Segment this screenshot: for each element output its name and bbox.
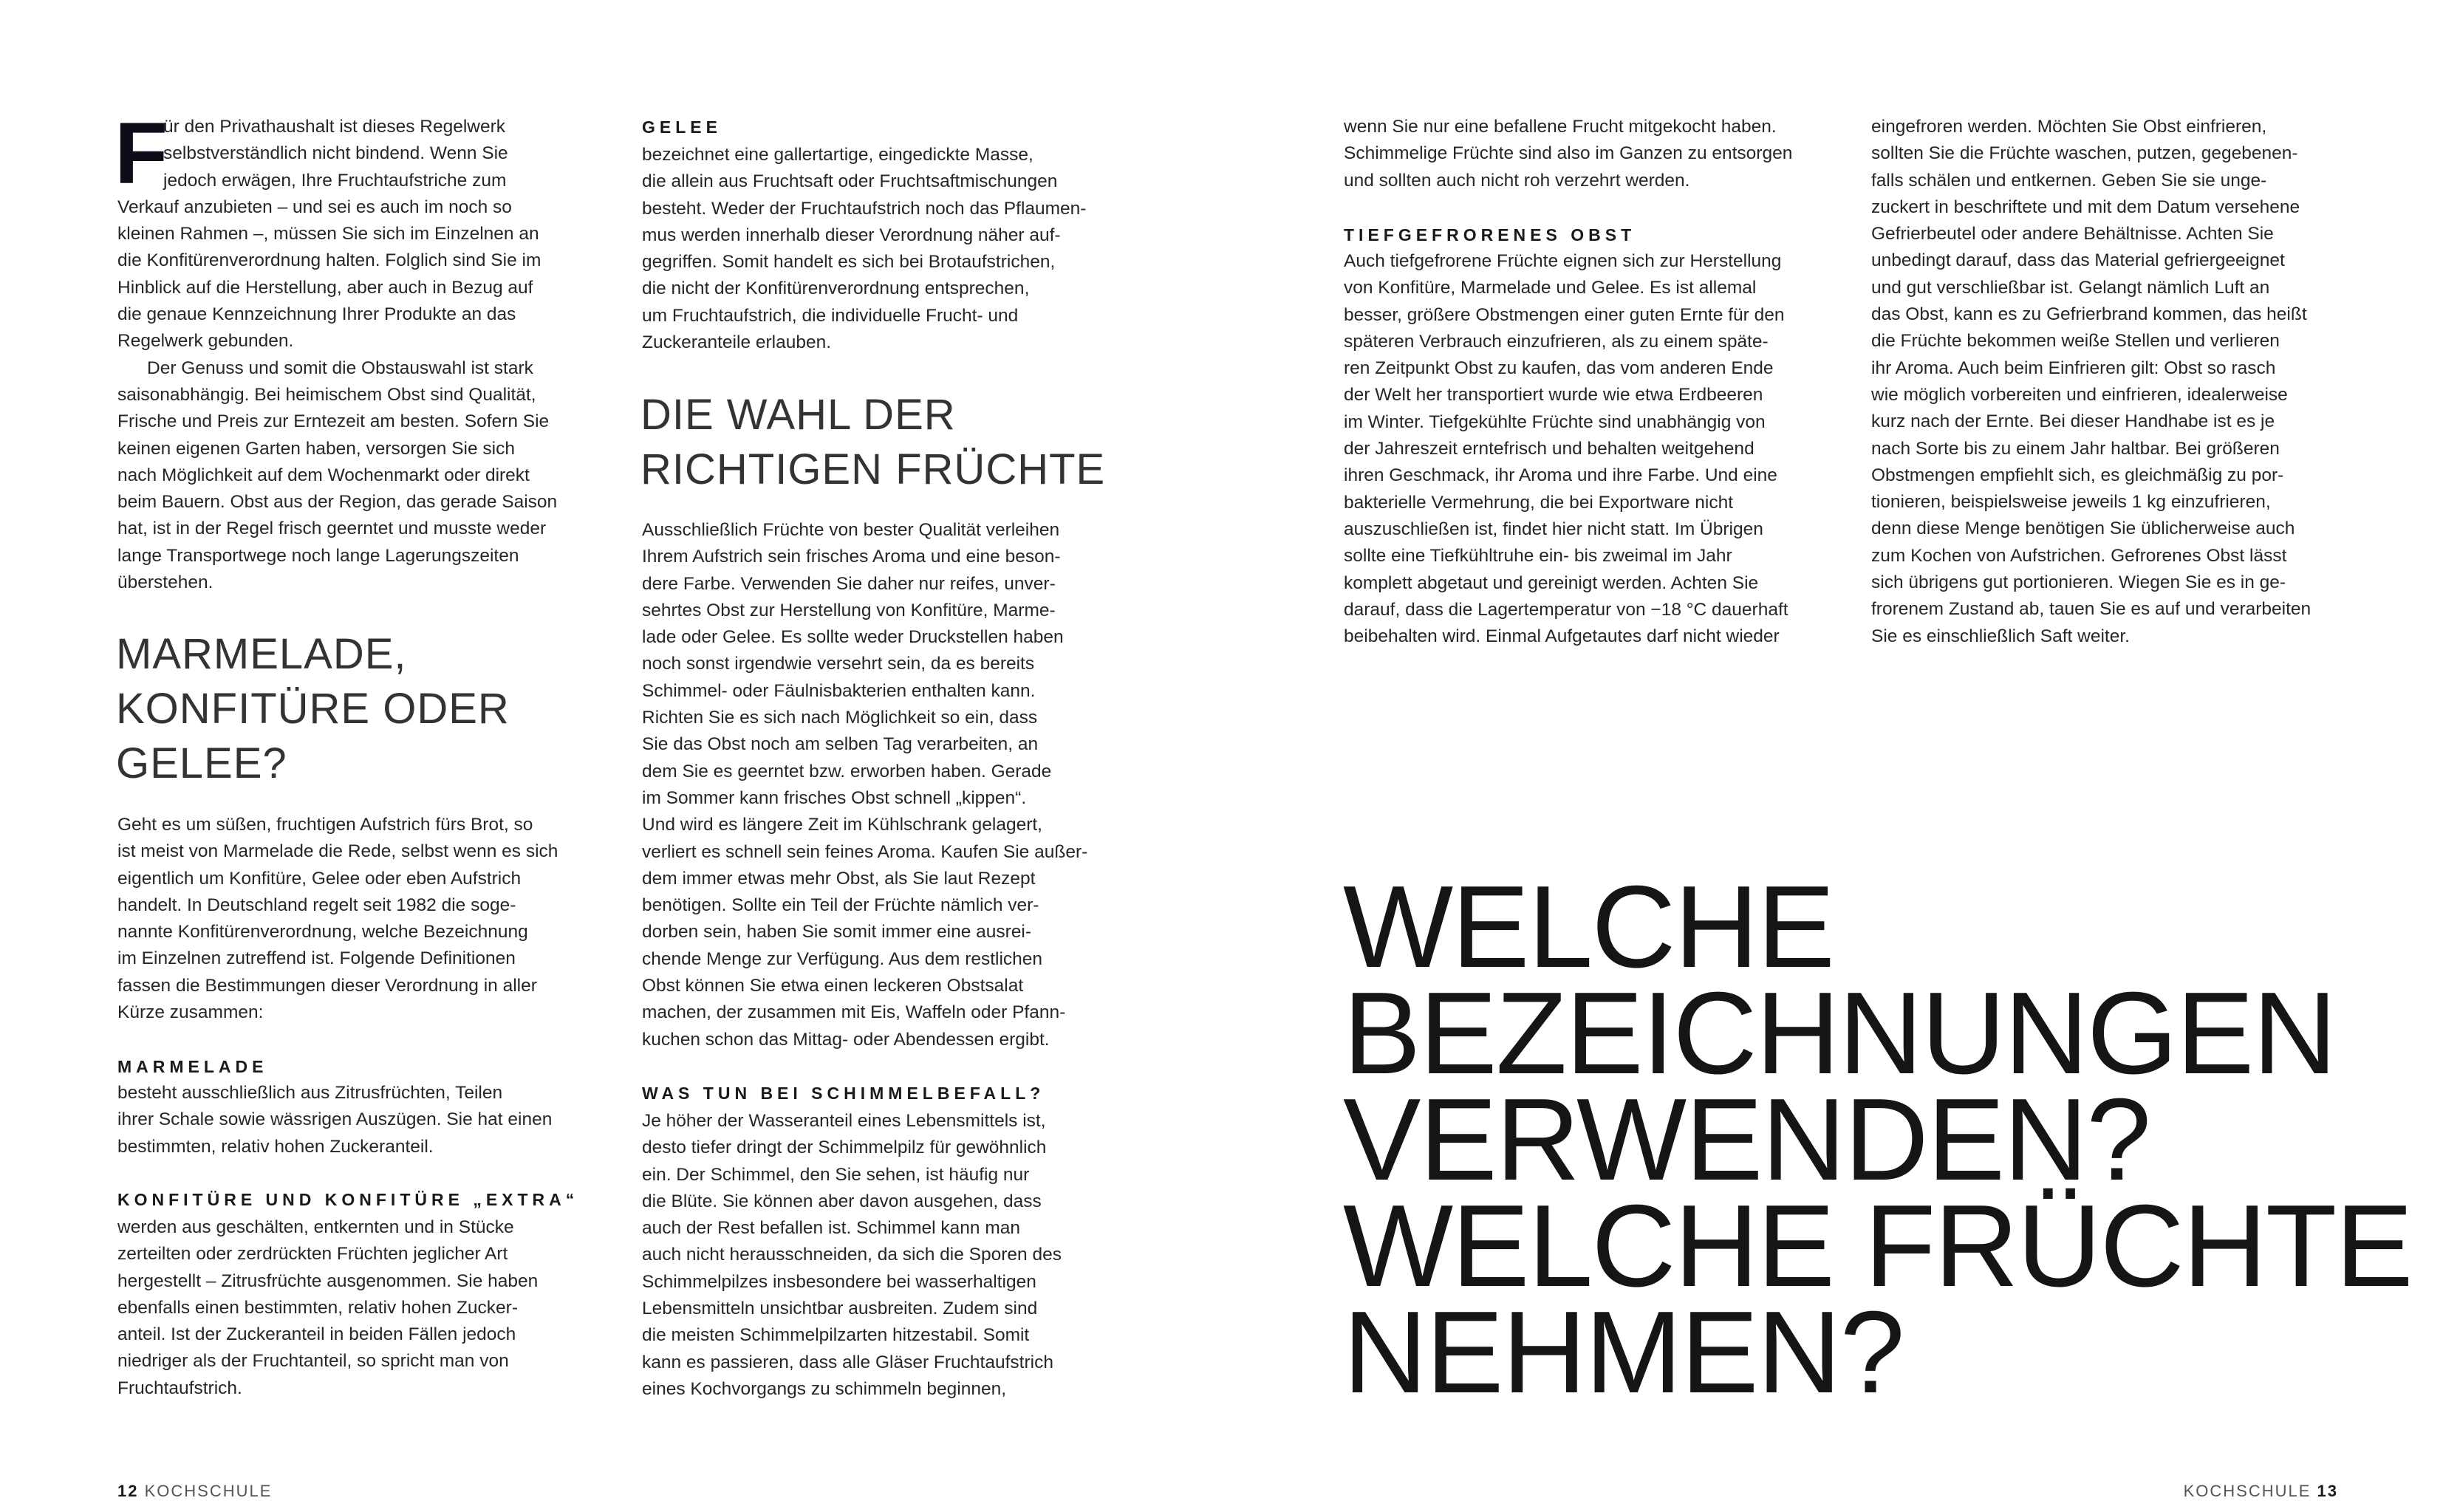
text-line: besser, größere Obstmengen einer guten Ernte für den [1344,304,1785,325]
text-line: noch sonst irgendwie versehrt sein, da es bereits [642,654,1035,674]
text-line: tionieren, beispielsweise jeweils 1 kg einzufrieren, [1871,492,2271,513]
text-line: beibehalten wird. Einmal Aufgetautes darf nicht wieder [1344,626,1780,647]
text-line: die Blüte. Sie können aber davon ausgehen, dass [642,1191,1042,1211]
text-line: Geht es um süßen, fruchtigen Aufstrich fürs Brot, so [117,815,533,835]
page-number-left: 12 [117,1482,139,1500]
text-line: MARMELADE, [116,630,407,678]
text-line: Ihrem Aufstrich sein frisches Aroma und eine beson- [642,547,1061,567]
text-line: die Konfitürenverordnung halten. Folglich sind Sie im [117,250,541,271]
text-line: die allein aus Fruchtsaft oder Fruchtsaftmischungen [642,171,1058,192]
text-line: werden aus geschälten, entkernten und in Stücke [117,1217,514,1237]
wahl-paragraph [642,517,1087,1053]
section-heading-marmelade [116,627,510,791]
text-line: kuchen schon das Mittag- oder Abendessen ergibt. [642,1029,1050,1050]
text-line: hat, ist in der Regel frisch geerntet und musste weder [117,519,547,539]
text-line: ebenfalls einen bestimmten, relativ hohen Zucker- [117,1297,519,1318]
col3-intro-paragraph [1344,114,1792,194]
text-line: Schimmelige Früchte sind also im Ganzen zu entsorgen [1344,143,1793,164]
text-line: eingefroren werden. Möchten Sie Obst einfrieren, [1871,117,2267,137]
text-line: Schimmel- oder Fäulnisbakterien enthalten kann. [642,680,1036,701]
text-line: hergestellt – Zitrusfrüchte ausgenommen. Sie haben [117,1270,539,1291]
text-line: die nicht der Konfitürenverordnung entsprechen, [642,278,1030,299]
text-line: dere Farbe. Verwenden Sie daher nur reifes, unver- [642,573,1056,594]
text-line: kann es passieren, dass alle Gläser Fruchtaufstrich [642,1352,1053,1372]
text-line: besteht. Weder der Fruchtaufstrich noch das Pflaumen- [642,198,1087,219]
text-line: fassen die Bestimmungen dieser Verordnung in aller [117,975,537,996]
tiefgefroren-paragraph [1344,248,1788,650]
text-line: eigentlich um Konfitüre, Gelee oder eben Aufstrich [117,868,522,889]
subheading-tiefgefroren: TIEFGEFRORENES OBST [1344,225,1636,244]
text-line: verliert es schnell sein feines Aroma. Kaufen Sie außer- [642,841,1088,862]
text-line: dem Sie es geerntet bzw. erworben haben. Gerade [642,761,1052,781]
text-line: Sie es einschließlich Saft weiter. [1871,626,2130,646]
intro-paragraph [115,105,558,596]
text-line: späteren Verbrauch einzufrieren, als zu einem späte- [1344,331,1769,352]
konfituere-paragraph [117,1214,538,1402]
text-line: auch der Rest befallen ist. Schimmel kann man [642,1218,1021,1239]
text-line: anteil. Ist der Zuckeranteil in beiden Fällen jedoch [117,1324,516,1345]
text-line: die Früchte bekommen weiße Stellen und verlieren [1871,331,2280,352]
text-line: wie möglich vorbereiten und einfrieren, idealerweise [1871,384,2288,405]
text-line: Gefrierbeutel oder andere Behältnisse. Achten Sie [1871,224,2274,244]
footer-left [117,1482,272,1501]
feature-title [1343,862,2412,1417]
text-line: sich übrigens gut portionieren. Wiegen Sie es in ge- [1871,572,2286,593]
text-line: Ausschließlich Früchte von bester Qualität verleihen [642,520,1060,540]
text-line: denn diese Menge benötigen Sie üblicherweise auch [1871,519,2295,539]
drop-cap: F [115,105,168,202]
text-line: kurz nach der Ernte. Bei dieser Handhabe ist es je [1871,411,2275,432]
text-line: auszuschließen ist, findet hier nicht statt. Im Übrigen [1344,519,1763,539]
footer-right [2184,1482,2338,1501]
text-line: das Obst, kann es zu Gefrierbrand kommen, das heißt [1871,304,2307,325]
text-line: Verkauf anzubieten – und sei es auch im noch so [117,196,512,217]
subheading-schimmel: WAS TUN BEI SCHIMMELBEFALL? [642,1084,1045,1103]
text-line: ihren Geschmack, ihr Aroma und ihre Farbe. Und eine [1344,465,1777,486]
text-line: Auch tiefgefrorene Früchte eignen sich zur Herstellung [1344,251,1782,271]
text-line: Sie das Obst noch am selben Tag verarbeiten, an [642,734,1039,755]
page-number-right: 13 [2317,1482,2338,1500]
text-line: selbstverständlich nicht bindend. Wenn Sie [163,143,508,164]
text-line: ren Zeitpunkt Obst zu kaufen, das vom anderen Ende [1344,358,1774,379]
text-line: Je höher der Wasseranteil eines Lebensmittels ist, [642,1111,1046,1131]
text-line: benötigen. Sollte ein Teil der Früchte nämlich ver- [642,895,1039,916]
text-line: sollten Sie die Früchte waschen, putzen, gegebenen- [1871,143,2298,164]
einfrieren-paragraph [1871,114,2311,650]
text-line: jedoch erwägen, Ihre Fruchtaufstriche zum [163,170,507,191]
text-line: ist meist von Marmelade die Rede, selbst wenn es sich [117,841,558,862]
text-line: machen, der zusammen mit Eis, Waffeln oder Pfann- [642,1002,1066,1023]
text-line: dem immer etwas mehr Obst, als Sie laut Rezept [642,868,1036,889]
gelee-paragraph [642,142,1086,356]
text-line: handelt. In Deutschland regelt seit 1982 die soge- [117,894,516,915]
text-line: ihrer Schale sowie wässrigen Auszügen. Sie hat einen [117,1109,553,1130]
text-line: Regelwerk gebunden. [117,331,294,352]
text-line: frorenem Zustand ab, tauen Sie es auf und verarbeiten [1871,599,2312,620]
text-line: desto tiefer dringt der Schimmelpilz für gewöhnlich [642,1138,1047,1158]
text-line: zuckert in beschriftete und mit dem Datum versehene [1871,196,2300,217]
text-line: lange Transportwege noch lange Lagerungszeiten [117,545,519,566]
text-line: Obst können Sie etwa einen leckeren Obstsalat [642,976,1024,996]
text-line: im Sommer kann frisches Obst schnell „kippen“. [642,787,1027,808]
text-line: chende Menge zur Verfügung. Aus dem restlichen [642,948,1043,969]
text-line: der Jahreszeit erntefrisch und behalten weitgehend [1344,439,1754,459]
text-line: VERWENDEN? [1343,1075,2150,1205]
text-line: lade oder Gelee. Es sollte weder Druckstellen haben [642,627,1064,648]
text-line: ein. Der Schimmel, den Sie sehen, ist häufig nur [642,1164,1030,1185]
text-line: RICHTIGEN FRÜCHTE [640,445,1106,493]
text-line: eines Kochvorgangs zu schimmeln beginnen, [642,1378,1007,1399]
text-line: komplett abgetaut und gereinigt werden. Achten Sie [1344,572,1759,593]
section-heading-fruechte [640,388,1105,497]
text-line: Hinblick auf die Herstellung, aber auch in Bezug auf [117,277,533,298]
definitions-intro-paragraph [117,812,558,1026]
text-line: um Fruchtaufstrich, die individuelle Frucht- und [642,305,1019,326]
text-line: falls schälen und entkernen. Geben Sie sie unge- [1871,170,2267,191]
text-line: beim Bauern. Obst aus der Region, das gerade Saison [117,492,558,513]
text-line: bakterielle Vermehrung, die bei Exportware nicht [1344,492,1734,513]
text-line: Und wird es längere Zeit im Kühlschrank gelagert, [642,815,1042,835]
text-line: sollte eine Tiefkühltruhe ein- bis zweimal im Jahr [1344,546,1732,567]
text-line: niedriger als der Fruchtanteil, so spricht man von [117,1351,509,1372]
text-line: DIE WAHL DER [640,391,956,439]
text-line: KONFITÜRE ODER [116,685,510,733]
text-line: kleinen Rahmen –, müssen Sie sich im Einzelnen an [117,224,539,244]
text-line: keinen eigenen Garten haben, versorgen Sie sich [117,438,515,459]
text-line: überstehen. [117,572,213,593]
text-line: Zuckeranteile erlauben. [642,332,832,353]
text-line: unbedingt darauf, dass das Material gefriergeeignet [1871,250,2285,271]
text-line: die meisten Schimmelpilzarten hitzestabil. Somit [642,1325,1030,1346]
text-line: mus werden innerhalb dieser Verordnung näher auf- [642,225,1061,245]
text-line: und gut verschließbar ist. Gelangt nämlich Luft an [1871,277,2270,298]
text-line: BEZEICHNUNGEN [1343,968,2336,1098]
text-line: von Konfitüre, Marmelade und Gelee. Es ist allemal [1344,278,1757,298]
text-line: GELEE? [116,739,287,787]
text-line: dorben sein, haben Sie somit immer eine ausrei- [642,922,1032,943]
footer-section-left: KOCHSCHULE [144,1482,273,1500]
text-line: nannte Konfitürenverordnung, welche Bezeichnung [117,922,528,943]
marmelade-paragraph [117,1080,552,1160]
text-line: wenn Sie nur eine befallene Frucht mitgekocht haben. [1344,117,1777,137]
text-line: WELCHE FRÜCHTE [1343,1181,2412,1311]
text-line: Fruchtaufstrich. [117,1378,242,1398]
text-line: NEHMEN? [1343,1287,1904,1417]
text-line: der Welt her transportiert wurde wie etwa Erdbeeren [1344,385,1763,406]
text-line: Schimmelpilzes insbesondere bei wasserhaltigen [642,1271,1036,1292]
subheading-gelee: GELEE [642,117,722,137]
footer-section-right: KOCHSCHULE [2183,1482,2312,1500]
text-line: Frische und Preis zur Erntezeit am besten. Sofern Sie [117,411,550,432]
text-line: im Winter. Tiefgekühlte Früchte sind unabhängig von [1344,411,1766,432]
text-line: Lebensmitteln unsichtbar ausbreiten. Zudem sind [642,1299,1038,1319]
text-line: besteht ausschließlich aus Zitrusfrüchten, Teilen [117,1083,503,1103]
text-line: auch nicht herausschneiden, da sich die Sporen des [642,1245,1062,1265]
text-line: darauf, dass die Lagertemperatur von −18 °C dauerhaft [1344,599,1788,620]
text-line: Der Genuss und somit die Obstauswahl ist stark [147,358,533,378]
text-line: die genaue Kennzeichnung Ihrer Produkte an das [117,304,516,325]
schimmel-paragraph [642,1108,1062,1403]
text-line: gegriffen. Somit handelt es sich bei Brotaufstrichen, [642,252,1056,273]
subheading-konfituere: KONFITÜRE UND KONFITÜRE „EXTRA“ [117,1190,579,1209]
text-line: im Einzelnen zutreffend ist. Folgende Definitionen [117,948,516,969]
text-line: nach Möglichkeit auf dem Wochenmarkt oder direkt [117,465,530,485]
subheading-marmelade: MARMELADE [117,1057,268,1076]
text-line: Richten Sie es sich nach Möglichkeit so ein, dass [642,708,1038,728]
text-line: ihr Aroma. Auch beim Einfrieren gilt: Obst so rasch [1871,358,2276,378]
text-line: sehrtes Obst zur Herstellung von Konfitüre, Marme- [642,600,1056,620]
text-line: bezeichnet eine gallertartige, eingedickte Masse, [642,145,1033,165]
text-line: zerteilten oder zerdrückten Früchten jeglicher Art [117,1244,508,1265]
text-line: Obstmengen empfiehlt sich, es gleichmäßig zu por- [1871,465,2284,485]
text-line: und sollten auch nicht roh verzehrt werden. [1344,170,1690,191]
text-line: saisonabhängig. Bei heimischem Obst sind Qualität, [117,384,536,405]
text-line: ür den Privathaushalt ist dieses Regelwerk [163,117,506,137]
text-line: bestimmten, relativ hohen Zuckeranteil. [117,1136,434,1157]
text-line: Kürze zusammen: [117,1002,264,1023]
text-line: WELCHE [1343,862,1834,992]
text-line: zum Kochen von Aufstrichen. Gefrorenes Obst lässt [1871,545,2287,566]
text-line: nach Sorte bis zu einem Jahr haltbar. Bei größeren [1871,438,2280,459]
